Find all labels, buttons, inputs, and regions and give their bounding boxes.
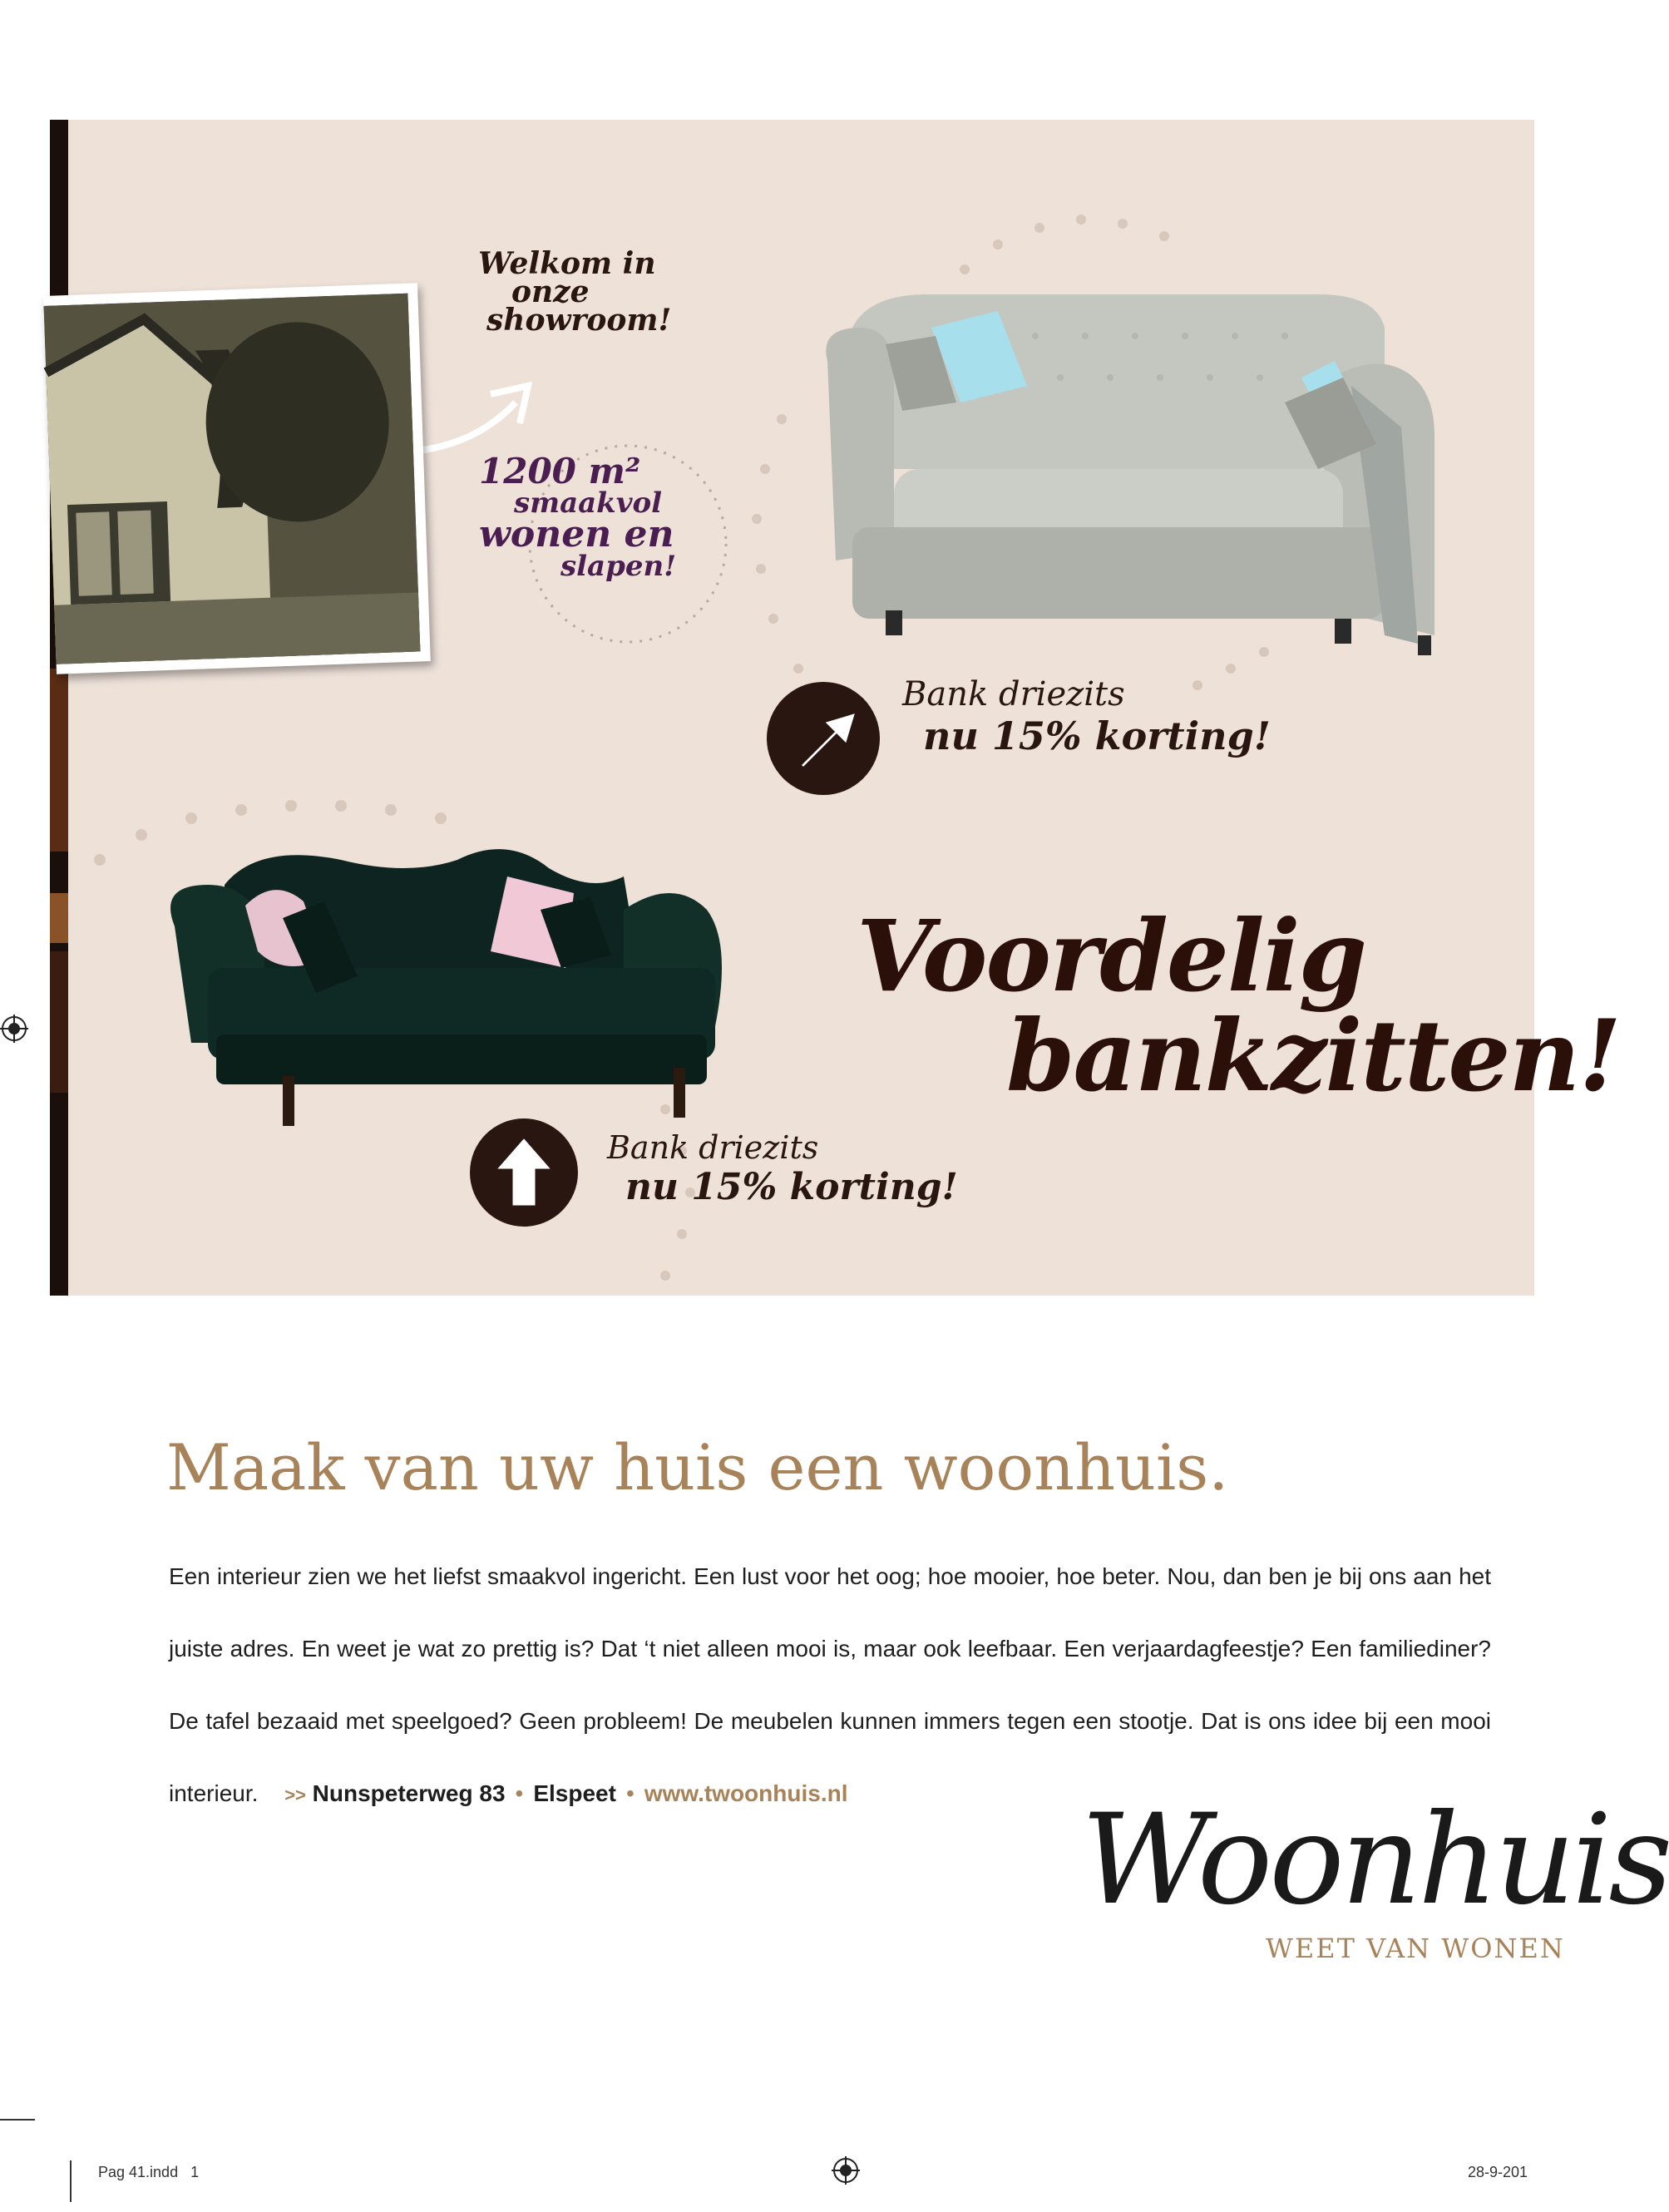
price-top <box>902 675 1271 758</box>
wood-detail <box>50 669 68 852</box>
registration-mark-icon <box>832 2156 860 2185</box>
wood-detail <box>50 951 68 1093</box>
arrow-up-right-icon <box>767 682 880 795</box>
price-label: Bank driezits <box>902 675 1125 713</box>
dark-sofa-image <box>158 810 757 1159</box>
area-line: 1200 m² <box>479 451 641 491</box>
welcome-line: Welkom in <box>478 246 656 281</box>
price-label: Bank driezits <box>607 1129 819 1166</box>
separator-dot: • <box>515 1780 524 1806</box>
tagline: Maak van uw huis een woonhuis. <box>166 1430 1229 1504</box>
area-text <box>479 451 695 583</box>
arrow-up-icon <box>470 1118 578 1227</box>
area-line: wonen en <box>479 513 674 555</box>
welcome-line: showroom! <box>486 303 672 338</box>
city: Elspeet <box>533 1780 616 1806</box>
footer-date: 28-9-201 <box>1468 2164 1528 2180</box>
light-sofa-image <box>802 278 1451 710</box>
crop-mark <box>70 2160 72 2202</box>
street-address: Nunspeterweg 83 <box>312 1780 506 1806</box>
headline <box>857 898 1621 1113</box>
website-link[interactable]: www.twoonhuis.nl <box>644 1780 848 1806</box>
chevron-icon: >> <box>284 1785 306 1805</box>
wood-detail <box>50 893 68 943</box>
crop-mark <box>0 2119 35 2121</box>
welcome-line: onze <box>511 274 590 309</box>
welcome-text <box>478 246 678 338</box>
footer-filename: Pag 41.indd 1 <box>98 2164 200 2180</box>
showroom-photo <box>43 283 431 674</box>
arrow-circle-bottom <box>470 1118 578 1227</box>
headline-line: Voordelig <box>857 898 1366 1014</box>
body-text: Een interieur zien we het liefst smaakvol ingericht. Een lust voor het oog; hoe mooier, hoe beter. Nou, dan ben je bij ons aan het juiste adres. En weet je wat zo prettig is? Dat ‘t niet alleen mooi is, maar ook leefbaar. Een verjaardagfeestje? Een familiediner? De tafel bezaaid met speelgoed? Geen probleem! De meubelen kunnen immers tegen een stootje. Dat is ons idee bij een mooi interieur. <box>169 1563 1491 1806</box>
separator-dot: • <box>625 1780 635 1806</box>
arrow-circle-top <box>767 682 880 795</box>
area-line: slapen! <box>560 550 677 583</box>
area-line: smaakvol <box>514 486 663 520</box>
price-bottom <box>607 1129 958 1208</box>
headline-line: bankzitten! <box>1006 998 1621 1113</box>
price-discount: nu 15% korting! <box>625 1166 958 1208</box>
price-discount: nu 15% korting! <box>923 713 1271 758</box>
registration-mark-icon <box>0 1015 28 1043</box>
woonhuis-logo: Woonhuis <box>1081 1788 1669 1933</box>
logo-subtitle: WEET VAN WONEN <box>1266 1933 1565 1964</box>
address-line <box>264 1780 847 1806</box>
